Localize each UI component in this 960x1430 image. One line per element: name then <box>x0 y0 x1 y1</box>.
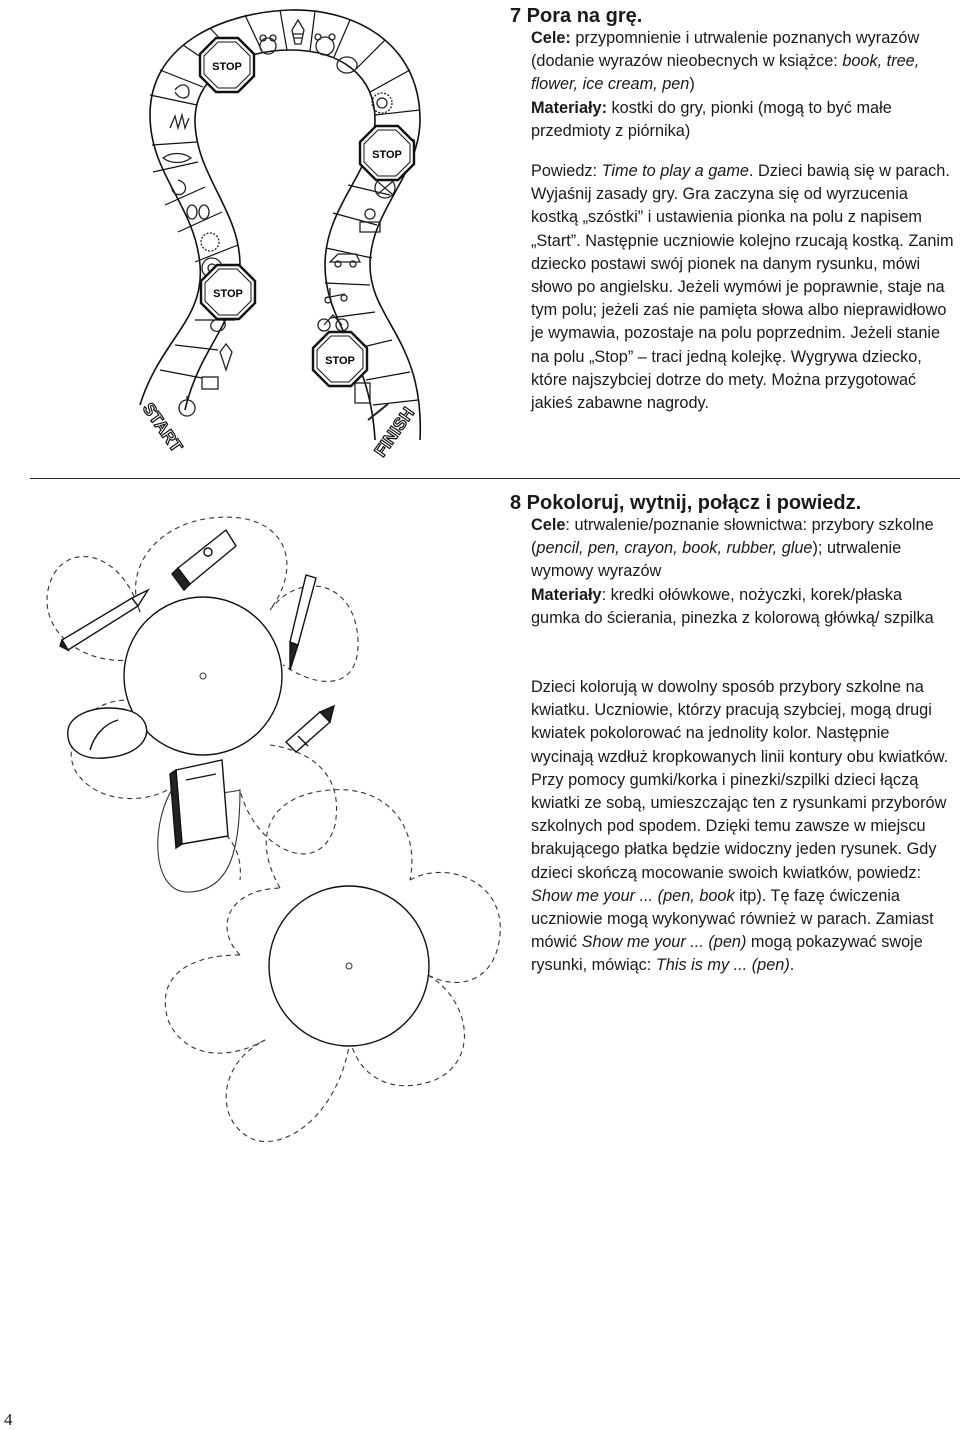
stop-sign <box>360 126 414 180</box>
head-icon <box>201 233 219 251</box>
section-7-goals: Cele: przypomnienie i utrwalenie poznanych wyrazów (dodanie wyrazów nieobecnych w książce: book, tree, flower, ice cream, pen) Materiały: kostki do gry, pionki (mogą to być małe przedmioty z piórnika) <box>531 29 920 140</box>
section-8-title: 8 Pokoloruj, wytnij, połącz i powiedz. <box>510 492 862 514</box>
section-7-instructions: Powiedz: Time to play a game. Dzieci bawią się w parach. Wyjaśnij zasady gry. Gra zaczyna się od wyrzucenia kostką „szóstki” i ustawienia pionka na polu z napisem „Start”. Następnie uczniowie kolejno rzucają kostką. Zanim dziecko postawi swój pionek na danym rysunku, mówi słowo po angielsku. Jeżeli wymówi je poprawnie, staje na tym polu; jeżeli zaś nie pamięta słowa albo nieprawidłowo je wymawia, pozostaje na polu poprzednim. Jeżeli stanie na polu „Stop” – traci jedną kolejkę. Wygrywa dziecko, które najszybciej dotrze do mety. Można przygotować jakieś zabawne nagrody. <box>531 162 954 413</box>
goals-label: Cele: <box>531 29 571 47</box>
section-7-title: 7 Pora na grę. <box>510 5 643 27</box>
svg-text:STOP: STOP <box>372 149 402 161</box>
glue-icon <box>172 530 236 590</box>
finish-label: FINISH <box>370 403 419 461</box>
stop-sign <box>313 332 367 386</box>
game-board <box>140 10 420 440</box>
cheese-icon <box>202 377 218 389</box>
book-icon <box>170 760 228 848</box>
stop-sign <box>200 38 254 92</box>
rubber-icon <box>68 708 147 758</box>
svg-text:STOP: STOP <box>213 288 243 300</box>
eyes-icon <box>187 205 197 219</box>
nose-icon <box>172 180 185 195</box>
svg-text:STOP: STOP <box>212 61 242 73</box>
crayon-icon <box>286 706 334 752</box>
section-8-goals: Cele: utrwalenie/poznanie słownictwa: przybory szkolne (pencil, pen, crayon, book, rubber, glue); utrwalenie wymowy wyrazów Materiały: kredki ołówkowe, nożyczki, korek/płaska gumka do ścierania, pinezka z kolorową główką/ szpilka <box>531 516 934 627</box>
pin-hole <box>346 963 352 969</box>
start-label: START <box>138 399 187 456</box>
mouth-icon <box>163 154 191 163</box>
section-divider <box>30 478 960 479</box>
tree-icon <box>175 85 189 98</box>
section-8-instructions: Dzieci kolorują w dowolny sposób przybory szkolne na kwiatku. Uczniowie, którzy pracują szybciej, mogą drugi kwiatek pokolorować na jednolity kolor. Następnie wycinają wzdłuż kropkowanych linii kontury obu kwiatków. Przy pomocy gumki/korka i pinezki/szpilki dzieci łączą kwiatki ze sobą, umieszczając ten z rysunkami przyborów szkolnych pod spodem. Dzięki temu zawsze w miejscu brakującego płatka będzie widoczny jeden rysunek. Gdy dzieci skończą mocowanie swoich kwiatków, powiedz: Show me your ... (pen, book itp). Tę fazę ćwiczenia uczniowie mogą wykonywać również w parach. Zamiast mówić Show me your ... (pen) mogą pokazywać swoje rysunki, mówiąc: This is my ... (pen). <box>531 678 949 975</box>
svg-text:STOP: STOP <box>325 355 355 367</box>
pin-hole <box>200 673 206 679</box>
stop-sign <box>201 265 255 319</box>
materials-label: Materiały: <box>531 98 608 117</box>
goals-label: Cele <box>531 516 566 534</box>
zebra-icon <box>292 20 304 44</box>
materials-label: Materiały <box>531 585 602 604</box>
page-number: 4 <box>4 1410 13 1429</box>
cone-icon <box>220 344 232 370</box>
car-icon <box>330 254 360 262</box>
pen-icon <box>290 575 316 670</box>
hand-icon <box>170 115 189 128</box>
